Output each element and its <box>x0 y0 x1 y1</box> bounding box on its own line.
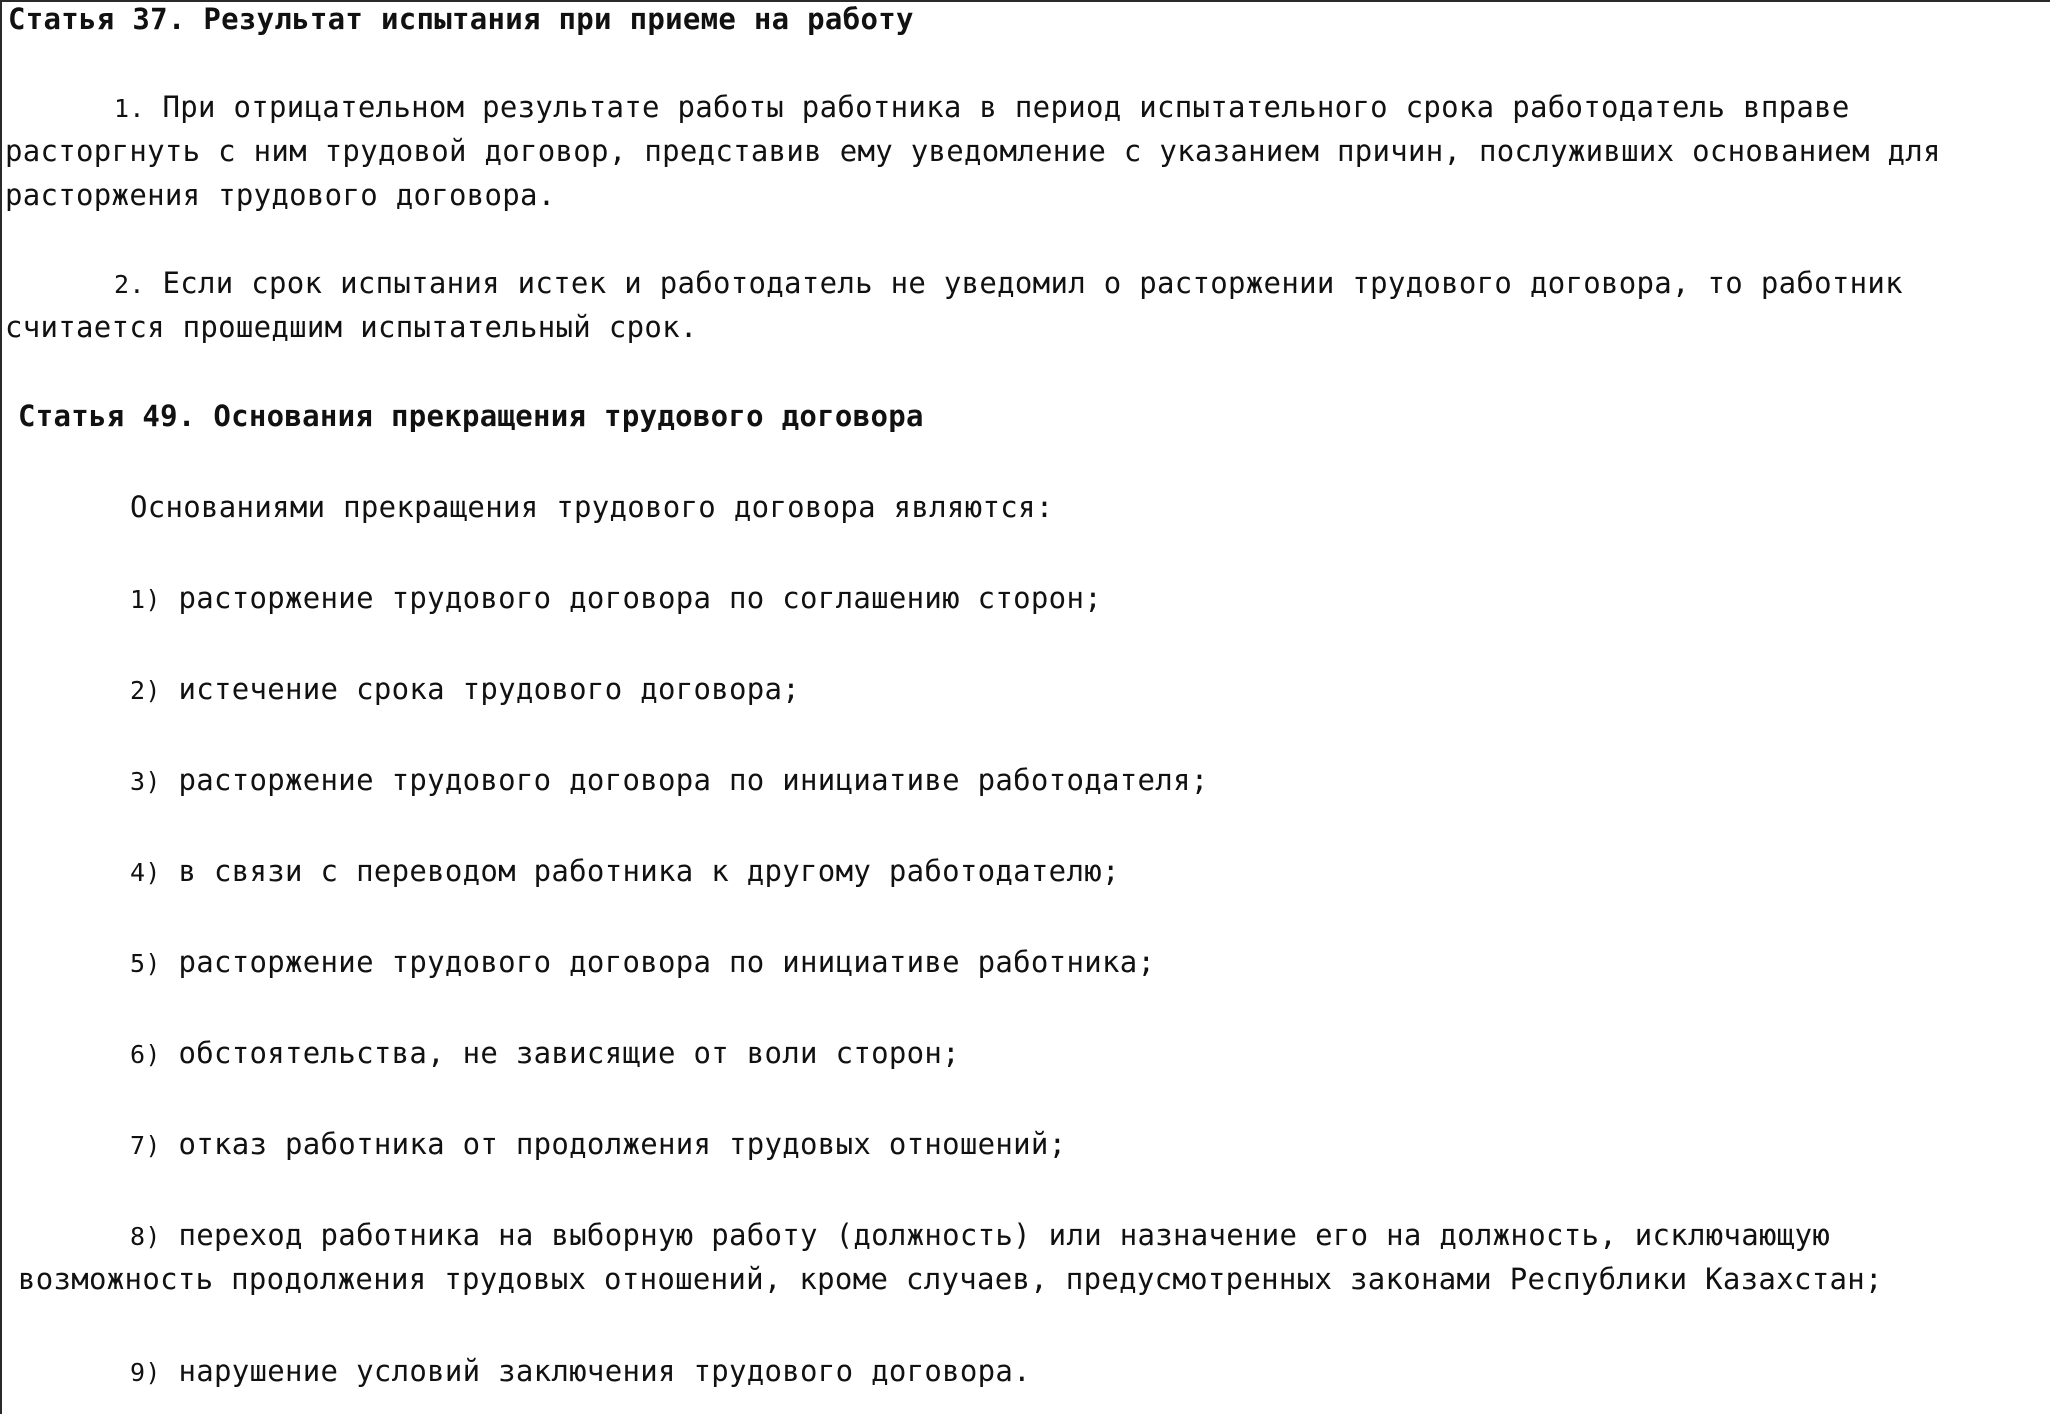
list-item <box>130 763 1209 799</box>
article-37-para-1-line-3: расторжения трудового договора. <box>5 178 556 212</box>
article-37-para-1 <box>114 90 1850 126</box>
item-number: 6) <box>130 1040 161 1069</box>
list-item <box>130 1036 960 1072</box>
item-text: обстоятельства, не зависящие от воли сторон; <box>178 1036 960 1070</box>
list-item-continuation: возможность продолжения трудовых отношений, кроме случаев, предусмотренных законами Республики Казахстан; <box>18 1262 1883 1296</box>
para-text: При отрицательном результате работы работника в период испытательного срока работодатель вправе <box>162 90 1850 124</box>
list-item <box>130 945 1155 981</box>
para-number: 1. <box>114 94 145 123</box>
list-item <box>130 1127 1066 1163</box>
item-text: нарушение условий заключения трудового договора. <box>178 1354 1031 1388</box>
item-number: 8) <box>130 1222 161 1251</box>
list-item <box>130 581 1102 617</box>
item-text: истечение срока трудового договора; <box>178 672 801 706</box>
item-number: 1) <box>130 585 161 614</box>
article-37-para-2-line-2: считается прошедшим испытательный срок. <box>5 310 698 344</box>
item-number: 2) <box>130 676 161 705</box>
para-text: Если срок испытания истек и работодатель не уведомил о расторжении трудового договора, то работник <box>162 266 1903 300</box>
item-text: в связи с переводом работника к другому работодателю; <box>178 854 1120 888</box>
item-text: расторжение трудового договора по инициативе работника; <box>178 945 1156 979</box>
article-49-heading: Статья 49. Основания прекращения трудового договора <box>18 399 924 433</box>
item-text: отказ работника от продолжения трудовых отношений; <box>178 1127 1067 1161</box>
list-item <box>130 854 1120 890</box>
article-37-para-2 <box>114 266 1903 302</box>
item-number: 9) <box>130 1358 161 1387</box>
item-text: переход работника на выборную работу (должность) или назначение его на должность, исключающую <box>178 1218 1831 1252</box>
item-number: 7) <box>130 1131 161 1160</box>
item-number: 4) <box>130 858 161 887</box>
article-49-intro: Основаниями прекращения трудового договора являются: <box>130 490 1054 524</box>
article-37-para-1-line-2: расторгнуть с ним трудовой договор, представив ему уведомление с указанием причин, послуживших основанием для <box>5 134 1941 168</box>
item-text: расторжение трудового договора по соглашению сторон; <box>178 581 1102 615</box>
article-37-heading: Статья 37. Результат испытания при приеме на работу <box>8 2 914 36</box>
item-number: 5) <box>130 949 161 978</box>
item-text: расторжение трудового договора по инициативе работодателя; <box>178 763 1209 797</box>
list-item <box>130 1218 1830 1254</box>
list-item <box>130 672 800 708</box>
item-number: 3) <box>130 767 161 796</box>
para-number: 2. <box>114 270 145 299</box>
list-item <box>130 1354 1031 1390</box>
